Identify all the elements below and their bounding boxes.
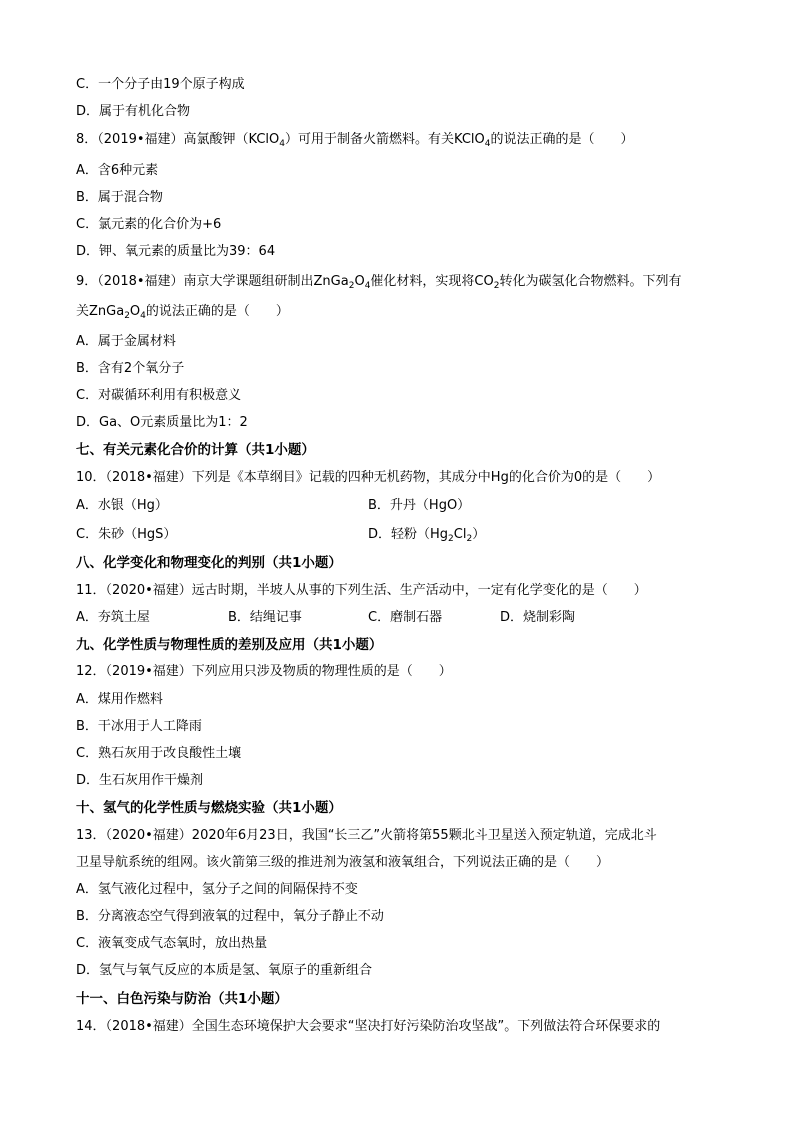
q10-option-b: B．升丹（HgO） bbox=[368, 498, 471, 513]
q13-option-c: C．液氧变成气态氧时，放出热量 bbox=[76, 936, 268, 951]
q12-option-d: D．生石灰用作干燥剂 bbox=[76, 773, 204, 788]
q13-option-b: B．分离液态空气得到液氧的过程中，氧分子静止不动 bbox=[76, 909, 384, 924]
q9-l2-sub1: 2 bbox=[124, 311, 130, 321]
section-heading-9: 九、化学性质与物理性质的差别及应用（共1小题） bbox=[76, 637, 383, 653]
question-13: 13．（2020•福建）2020年6月23日，我国“长三乙”火箭将第55颗北斗卫星送入预定轨道，完成北斗 bbox=[76, 828, 657, 843]
q12-option-b: B．干冰用于人工降雨 bbox=[76, 719, 202, 734]
section-heading-8: 八、化学变化和物理变化的判别（共1小题） bbox=[76, 555, 342, 571]
q7-option-d: D．属于有机化合物 bbox=[76, 104, 191, 119]
q9-sub3: 2 bbox=[493, 281, 500, 291]
q10-d-mid: Cl bbox=[453, 527, 467, 542]
q8-sub2: 4 bbox=[484, 139, 491, 149]
q9-option-d: D．Ga、O元素质量比为1：2 bbox=[76, 415, 248, 430]
q8-option-b: B．属于混合物 bbox=[76, 190, 163, 205]
q11-option-d: D．烧制彩陶 bbox=[500, 610, 576, 625]
question-10: 10．（2018•福建）下列是《本草纲目》记载的四种无机药物，其成分中Hg的化合价为0的是（ ） bbox=[76, 470, 661, 485]
q13-option-a: A．氢气液化过程中，氢分子之间的间隔保持不变 bbox=[76, 882, 358, 897]
q9-option-c: C．对碳循环利用有积极意义 bbox=[76, 388, 242, 403]
q12-option-c: C．熟石灰用于改良酸性土壤 bbox=[76, 746, 242, 761]
q9-option-b: B．含有2个氧分子 bbox=[76, 361, 185, 376]
q9-stem-start: 9．（2018•福建）南京大学课题组研制出ZnGa bbox=[76, 274, 349, 289]
q10-option-d bbox=[368, 526, 485, 544]
section-heading-10: 十、氢气的化学性质与燃烧实验（共1小题） bbox=[76, 800, 342, 816]
question-9 bbox=[76, 273, 681, 291]
q9-sub1: 2 bbox=[348, 281, 355, 291]
q9-o: O bbox=[354, 274, 365, 289]
q10-d-post: ） bbox=[472, 527, 486, 542]
q11-option-b: B．结绳记事 bbox=[228, 610, 302, 625]
q8-stem-start: 8．（2019•福建）高氯酸钾（KClO bbox=[76, 132, 280, 147]
q11-option-a: A．夯筑土屋 bbox=[76, 610, 150, 625]
q9-sub2: 4 bbox=[364, 281, 371, 291]
question-8 bbox=[76, 131, 634, 149]
q8-option-d: D．钾、氧元素的质量比为39：64 bbox=[76, 244, 276, 259]
question-13-line2: 卫星导航系统的组网。该火箭第三级的推进剂为液氢和液氧组合，下列说法正确的是（ ） bbox=[76, 855, 610, 870]
q8-option-a: A．含6种元素 bbox=[76, 163, 159, 178]
q8-sub: 4 bbox=[279, 139, 285, 149]
q8-stem-mid: ）可用于制备火箭燃料。有关KClO bbox=[285, 132, 485, 147]
q9-l2-tail: 的说法正确的是（ ） bbox=[145, 304, 289, 319]
q9-l2-sub2: 4 bbox=[140, 311, 146, 321]
q10-d-sub1: 2 bbox=[448, 534, 454, 544]
q13-option-d: D．氢气与氧气反应的本质是氢、氧原子的重新组合 bbox=[76, 963, 373, 978]
q8-option-c: C．氯元素的化合价为+6 bbox=[76, 217, 222, 232]
section-heading-11: 十一、白色污染与防治（共1小题） bbox=[76, 991, 288, 1007]
q10-option-c: C．朱砂（HgS） bbox=[76, 527, 177, 542]
question-11: 11．（2020•福建）远古时期，半坡人从事的下列生活、生产活动中，一定有化学变化的是（ ） bbox=[76, 583, 647, 598]
question-14: 14．（2018•福建）全国生态环境保护大会要求“坚决打好污染防治攻坚战”。下列做法符合环保要求的 bbox=[76, 1019, 661, 1034]
q9-stem-mid: 催化材料，实现将CO bbox=[370, 274, 494, 289]
q10-d-pre: D．轻粉（Hg bbox=[368, 527, 449, 542]
q10-option-a: A．水银（Hg） bbox=[76, 498, 168, 513]
q12-option-a: A．煤用作燃料 bbox=[76, 692, 163, 707]
q9-stem-tail: 转化为碳氢化合物燃料。下列有 bbox=[499, 274, 682, 289]
q7-option-c: C．一个分子由19个原子构成 bbox=[76, 77, 245, 92]
section-heading-7: 七、有关元素化合价的计算（共1小题） bbox=[76, 442, 315, 458]
question-9-line2 bbox=[76, 303, 289, 321]
q8-stem-tail: 的说法正确的是（ ） bbox=[490, 132, 634, 147]
q11-option-c: C．磨制石器 bbox=[368, 610, 443, 625]
q9-l2-o: O bbox=[129, 304, 141, 319]
question-12: 12．（2019•福建）下列应用只涉及物质的物理性质的是（ ） bbox=[76, 664, 452, 679]
q9-l2-start: 关ZnGa bbox=[76, 304, 125, 319]
q9-option-a: A．属于金属材料 bbox=[76, 334, 176, 349]
q10-d-sub2: 2 bbox=[466, 534, 473, 544]
